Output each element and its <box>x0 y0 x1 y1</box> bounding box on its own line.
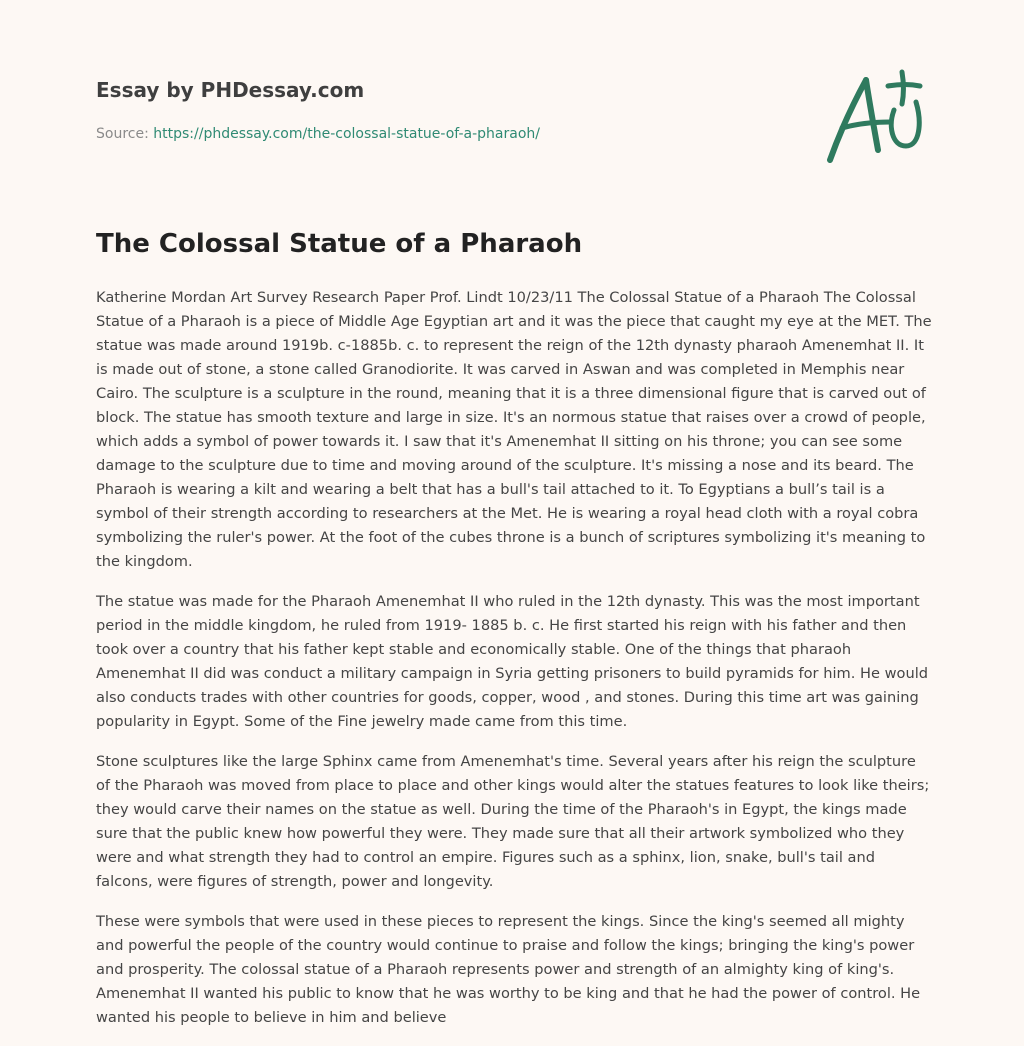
a-plus-grade-icon <box>820 66 932 166</box>
essay-paragraph: These were symbols that were used in these pieces to represent the kings. Since the king's seemed all mighty and powerful the people of the country would continue to praise and follow the kings; bringing the king's power and prosperity. The colossal statue of a Pharaoh represents power and strength of an almighty king of king's. Amenemhat II wanted his public to know that he was worthy to be king and that he had the power of control. He wanted his people to believe in him and believe <box>96 913 921 1026</box>
essay-header <box>96 76 796 144</box>
source-label: Source: <box>96 126 154 142</box>
essay-paragraph: Katherine Mordan Art Survey Research Paper Prof. Lindt 10/23/11 The Colossal Statue of a Pharaoh The Colossal Statue of a Pharaoh is a piece of Middle Age Egyptian art and it was the piece that caught my eye at the MET. The statue was made around 1919b. c-1885b. c. to represent the reign of the 12th dynasty pharaoh Amenemhat II. It is made out of stone, a stone called Granodiorite. It was carved in Aswan and was completed in Memphis near Cairo. The sculpture is a sculpture in the round, meaning that it is a three dimensional figure that is carved out of block. The statue has smooth texture and large in size. It's an normous statue that raises over a crowd of people, which adds a symbol of power towards it. I saw that it's Amenemhat II sitting on his throne; you can see some damage to the sculpture due to time and moving around of the sculpture. It's missing a nose and its beard. The Pharaoh is wearing a kilt and wearing a belt that has a bull's tail attached to it. To Egyptians a bull’s tail is a symbol of their strength according to researchers at the Met. He is wearing a royal head cloth with a royal cobra symbolizing the ruler's power. At the foot of the cubes throne is a bunch of scriptures symbolizing it's meaning to the kingdom. <box>96 289 932 570</box>
essay-title: The Colossal Statue of a Pharaoh <box>96 229 583 259</box>
site-title: Essay by PHDessay.com <box>96 78 365 102</box>
essay-paragraph: Stone sculptures like the large Sphinx came from Amenemhat's time. Several years after his reign the sculpture of the Pharaoh was moved from place to place and other kings would alter the statues features to look like theirs; they would carve their names on the statue as well. During the time of the Pharaoh's in Egypt, the kings made sure that the public knew how powerful they were. They made sure that all their artwork symbolized who they were and what strength they had to control an empire. Figures such as a sphinx, lion, snake, bull's tail and falcons, were figures of strength, power and longevity. <box>96 753 930 890</box>
source-link[interactable]: https://phdessay.com/the-colossal-statue-of-a-pharaoh/ <box>153 126 540 142</box>
essay-body <box>96 286 934 1046</box>
essay-paragraph: The statue was made for the Pharaoh Amenemhat II who ruled in the 12th dynasty. This was the most important period in the middle kingdom, he ruled from 1919- 1885 b. c. He first started his reign with his father and then took over a country that his father kept stable and economically stable. One of the things that pharaoh Amenemhat II did was conduct a military campaign in Syria getting prisoners to build pyramids for him. He would also conducts trades with other countries for goods, copper, wood , and stones. During this time art was gaining popularity in Egypt. Some of the Fine jewelry made came from this time. <box>96 593 929 730</box>
a-plus-logo-svg <box>820 66 932 166</box>
source-line <box>96 124 796 144</box>
